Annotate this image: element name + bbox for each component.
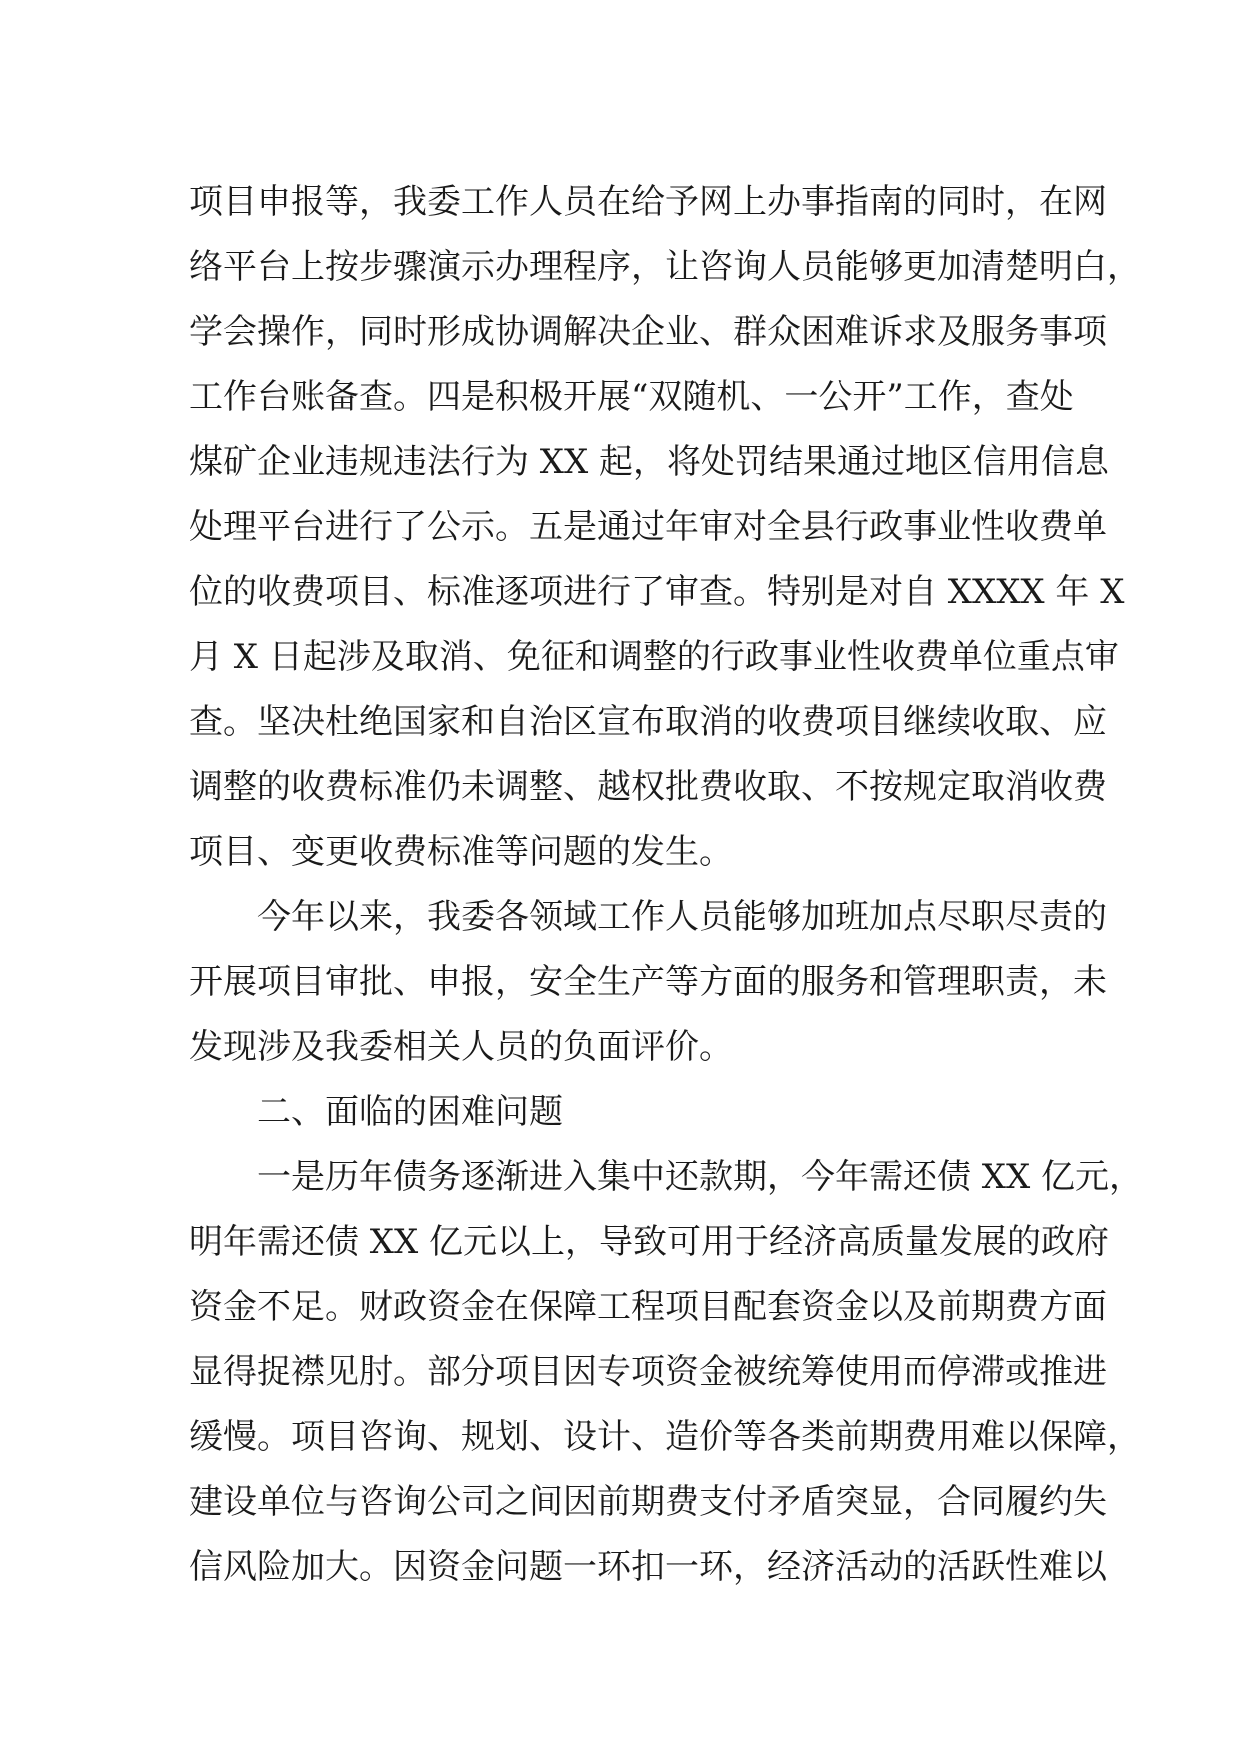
text-line: 处理平台进行了公示。五是通过年审对全县行政事业性收费单 bbox=[189, 507, 1107, 547]
paragraph-start-line: 一是历年债务逐渐进入集中还款期，今年需还债 XX 亿元， bbox=[257, 1157, 1144, 1197]
text-line: 学会操作，同时形成协调解决企业、群众困难诉求及服务事项 bbox=[189, 312, 1107, 352]
text-line: 项目、变更收费标准等问题的发生。 bbox=[189, 832, 733, 872]
text-line: 煤矿企业违规违法行为 XX 起，将处罚结果通过地区信用信息 bbox=[189, 442, 1110, 482]
text-line: 明年需还债 XX 亿元以上，导致可用于经济高质量发展的政府 bbox=[189, 1222, 1110, 1262]
text-line: 工作台账备查。四是积极开展“双随机、一公开”工作，查处 bbox=[189, 377, 1074, 417]
text-line: 查。坚决杜绝国家和自治区宣布取消的收费项目继续收取、应 bbox=[189, 702, 1107, 742]
paragraph-start-line: 今年以来，我委各领域工作人员能够加班加点尽职尽责的 bbox=[257, 897, 1107, 937]
document-body bbox=[189, 170, 1144, 1600]
text-line: 络平台上按步骤演示办理程序，让咨询人员能够更加清楚明白， bbox=[189, 247, 1141, 287]
text-line: 调整的收费标准仍未调整、越权批费收取、不按规定取消收费 bbox=[189, 767, 1107, 807]
text-line: 缓慢。项目咨询、规划、设计、造价等各类前期费用难以保障， bbox=[189, 1417, 1141, 1457]
text-line: 显得捉襟见肘。部分项目因专项资金被统筹使用而停滞或推进 bbox=[189, 1352, 1107, 1392]
text-line: 开展项目审批、申报，安全生产等方面的服务和管理职责，未 bbox=[189, 962, 1107, 1002]
text-line: 发现涉及我委相关人员的负面评价。 bbox=[189, 1027, 733, 1067]
text-line: 位的收费项目、标准逐项进行了审查。特别是对自 XXXX 年 X bbox=[189, 572, 1125, 612]
text-line: 月 X 日起涉及取消、免征和调整的行政事业性收费单位重点审 bbox=[189, 637, 1119, 677]
text-line: 项目申报等，我委工作人员在给予网上办事指南的同时，在网 bbox=[189, 182, 1107, 222]
text-line: 建设单位与咨询公司之间因前期费支付矛盾突显，合同履约失 bbox=[189, 1482, 1107, 1522]
section-heading: 二、面临的困难问题 bbox=[257, 1092, 563, 1132]
text-line: 信风险加大。因资金问题一环扣一环，经济活动的活跃性难以 bbox=[189, 1547, 1107, 1587]
text-line: 资金不足。财政资金在保障工程项目配套资金以及前期费方面 bbox=[189, 1287, 1107, 1327]
